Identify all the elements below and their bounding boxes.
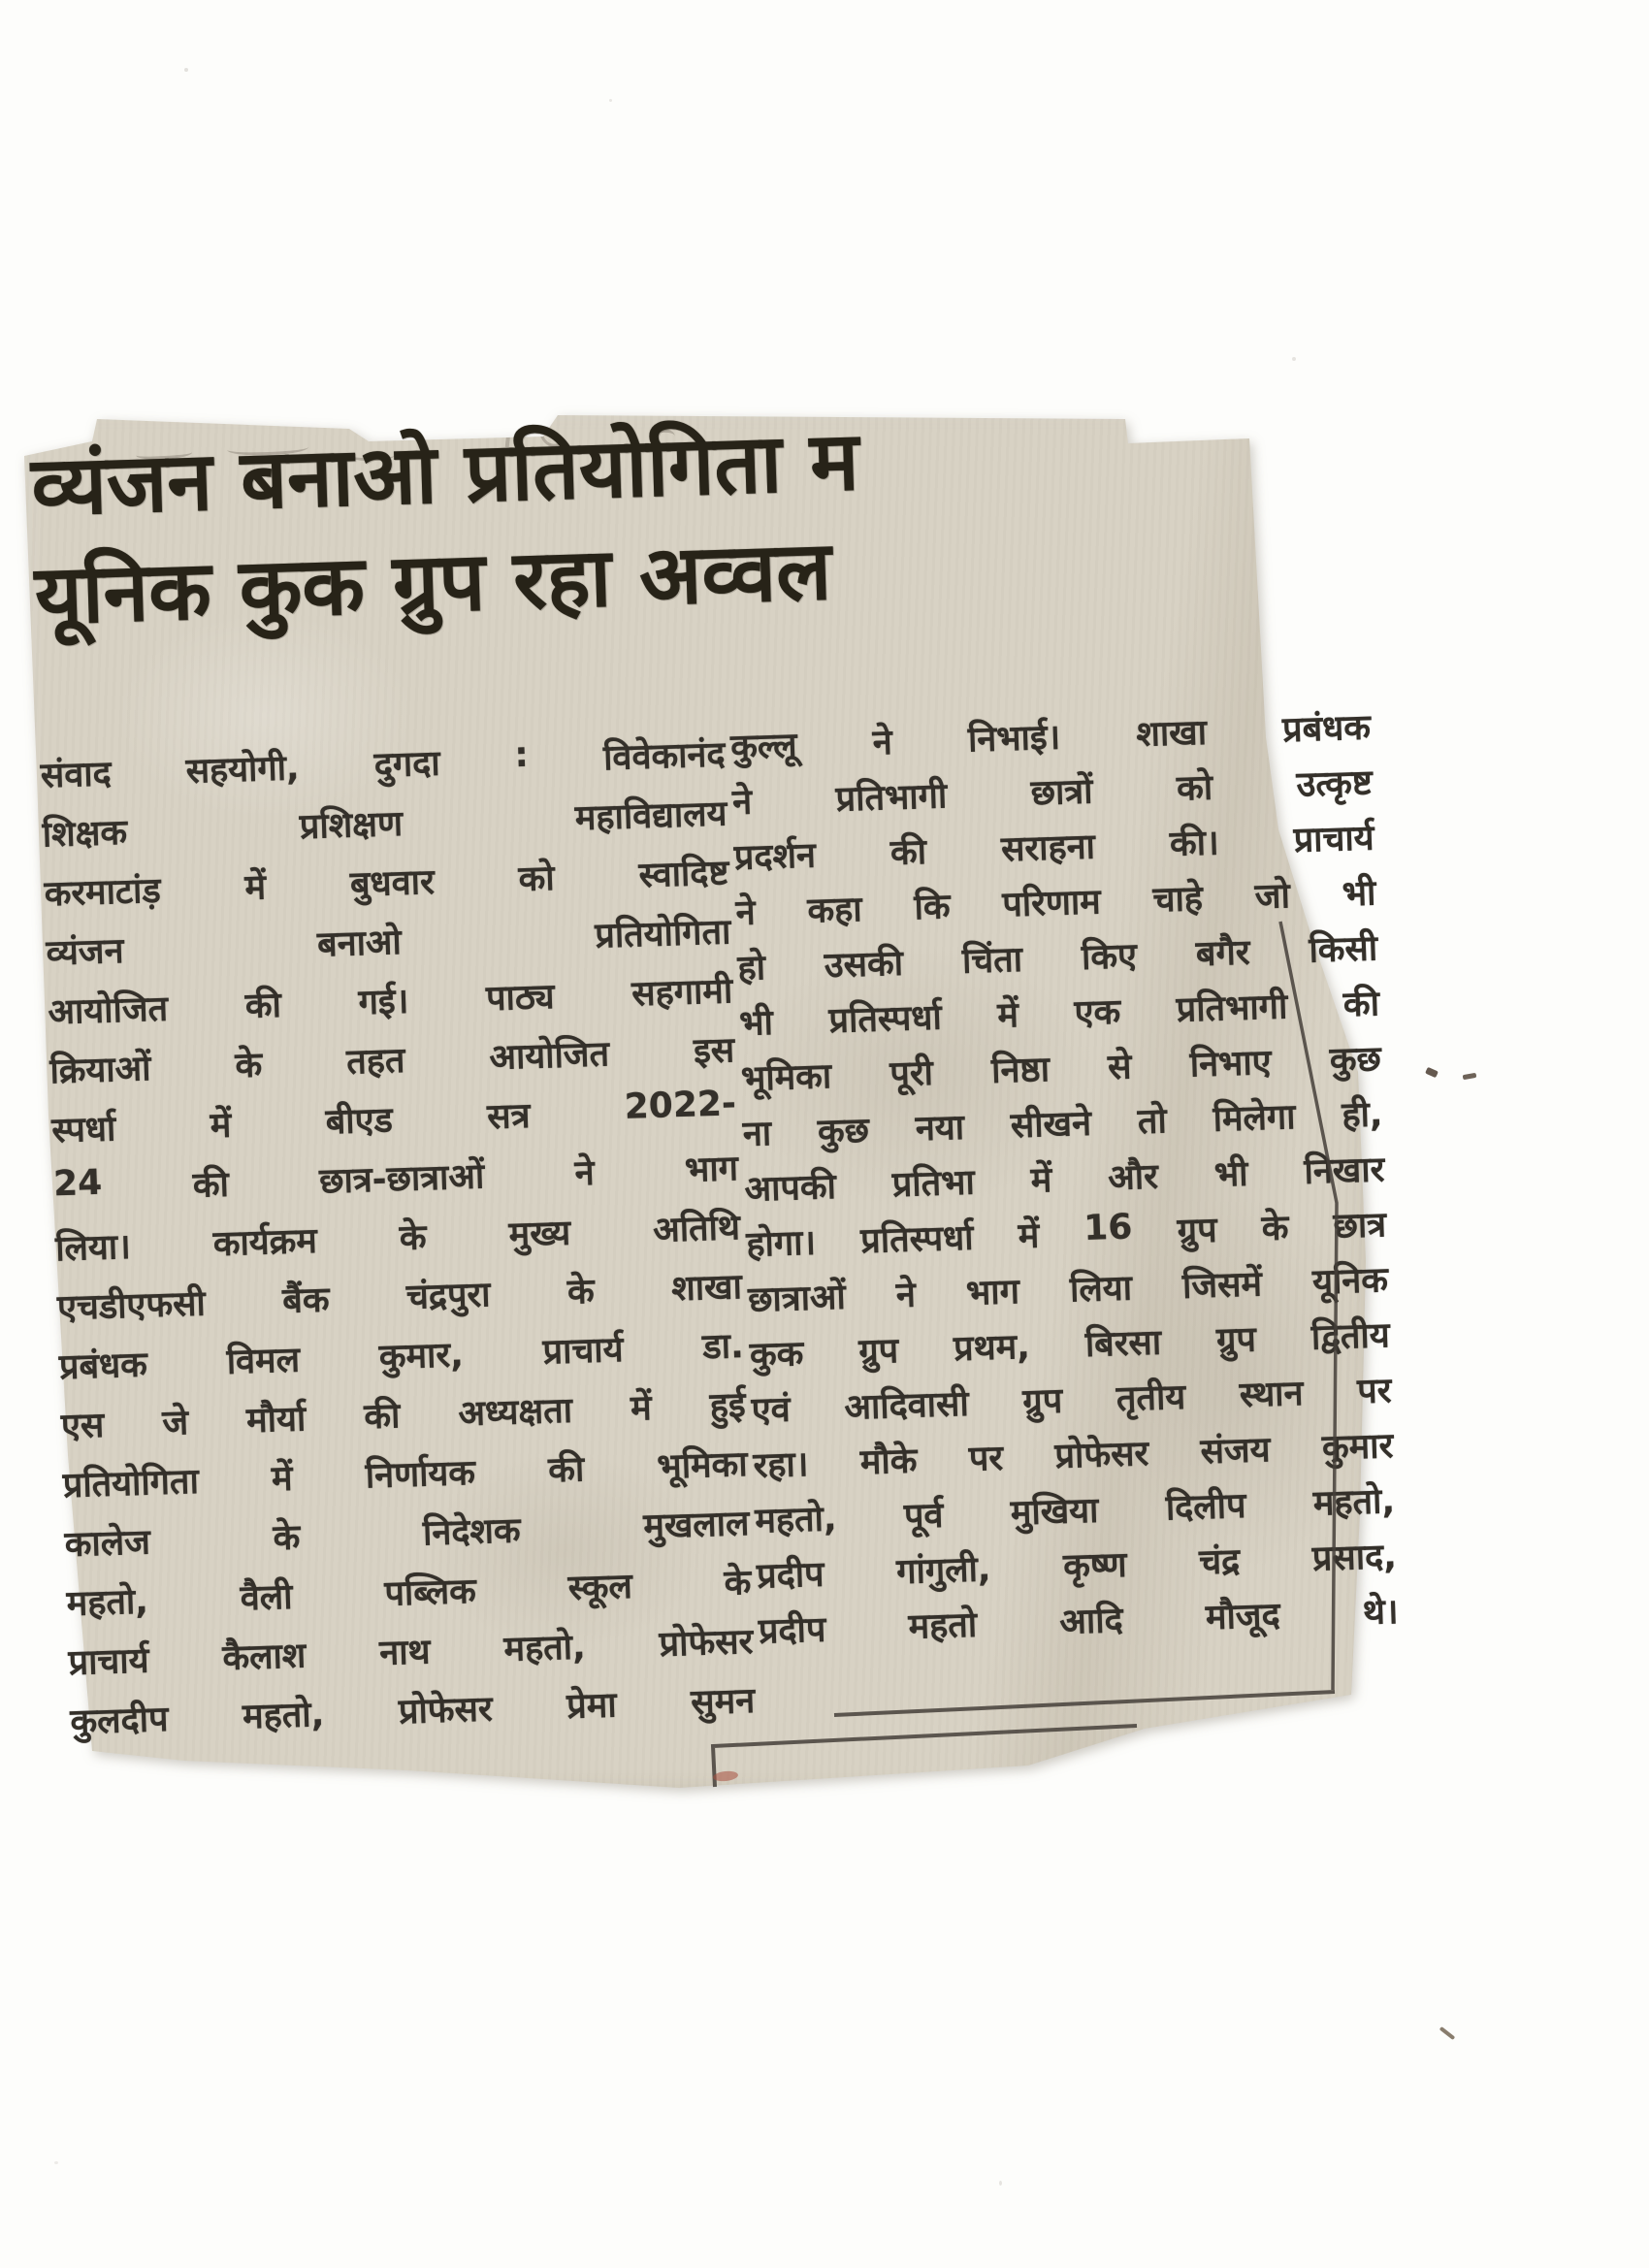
- article-line: एस जे मौर्या की अध्यक्षता में हुई: [60, 1385, 747, 1447]
- headline-line-1: व्यंजन बनाओ प्रतियोगिता म: [29, 412, 860, 535]
- dust-speck: [54, 2161, 58, 2164]
- article-line: स्पर्धा में बीएड सत्र 2022-: [50, 1084, 737, 1151]
- article-line: हो उसकी चिंता किए बगैर किसी: [736, 928, 1378, 989]
- article-line: ने प्रतिभागी छात्रों को उत्कृष्ट: [731, 762, 1374, 824]
- article-line: प्रदीप महतो आदि मौजूद थे।: [758, 1592, 1400, 1652]
- article-line: कालेज के निदेशक मुखलाल: [64, 1504, 751, 1566]
- article-line: शिक्षक प्रशिक्षण महाविद्यालय: [42, 794, 728, 856]
- article-line: भी प्रतिस्पर्धा में एक प्रतिभागी की: [738, 984, 1380, 1045]
- article-content: [21, 367, 1422, 1800]
- article-line: क्रियाओं के तहत आयोजित इस: [48, 1030, 735, 1092]
- article-line: छात्राओं ने भाग लिया जिसमें यूनिक: [747, 1260, 1389, 1320]
- article-line: महतो, पूर्व मुखिया दिलीप महतो,: [754, 1481, 1396, 1541]
- article-line: रहा। मौके पर प्रोफेसर संजय कुमार: [752, 1426, 1394, 1486]
- article-line: आयोजित की गई। पाठ्य सहगामी: [47, 971, 733, 1033]
- dust-speck: [609, 99, 612, 102]
- ink-smudge: [1463, 1073, 1477, 1080]
- dust-speck: [999, 2181, 1002, 2186]
- article-line: व्यंजन बनाओ प्रतियोगिता: [45, 912, 731, 974]
- article-line: संवाद सहयोगी, दुगदा : विवेकानंद: [40, 734, 727, 796]
- article-line: होगा। प्रतिस्पर्धा में 16 ग्रुप के छात्र: [745, 1205, 1387, 1265]
- article-line: ना कुछ नया सीखने तो मिलेगा ही,: [742, 1094, 1384, 1154]
- article-line: कुल्लू ने निभाई। शाखा प्रबंधक: [729, 707, 1372, 768]
- article-line: भूमिका पूरी निष्ठा से निभाए कुछ: [740, 1039, 1382, 1100]
- article-line: प्रदीप गांगुली, कृष्ण चंद्र प्रसाद,: [756, 1537, 1398, 1597]
- article-line: आपकी प्रतिभा में और भी निखार: [743, 1150, 1385, 1210]
- article-column-left: [40, 729, 756, 1756]
- article-line: ने कहा कि परिणाम चाहे जो भी: [735, 873, 1376, 934]
- article-headline: [30, 394, 1277, 650]
- article-line: प्राचार्य कैलाश नाथ महतो, प्रोफेसर: [67, 1621, 754, 1684]
- article-line: प्रतियोगिता में निर्णायक की भूमिका: [62, 1444, 749, 1507]
- dust-speck: [1292, 357, 1296, 361]
- article-line: महतो, वैली पब्लिक स्कूल के: [66, 1562, 752, 1625]
- ink-smudge: [1439, 2026, 1456, 2040]
- article-line: लिया। कार्यक्रम के मुख्य अतिथि: [54, 1208, 741, 1270]
- article-line: एचडीएफसी बैंक चंद्रपुरा के शाखा: [56, 1267, 743, 1329]
- dust-speck: [184, 68, 188, 72]
- article-column-right: [729, 701, 1399, 1661]
- article-line: प्रबंधक विमल कुमार, प्राचार्य डा.: [58, 1326, 745, 1388]
- article-line: करमाटांड़ में बुधवार को स्वादिष्ट: [44, 853, 729, 915]
- newspaper-clipping: [21, 409, 1400, 1801]
- article-line: एवं आदिवासी ग्रुप तृतीय स्थान पर: [751, 1371, 1393, 1431]
- article-line: 24 की छात्र-छात्राओं ने भाग: [52, 1149, 739, 1206]
- article-line: कुलदीप महतो, प्रोफेसर प्रेमा सुमन: [69, 1680, 756, 1743]
- article-line: प्रदर्शन की सराहना की। प्राचार्य: [733, 818, 1375, 879]
- ink-smudge: [1425, 1067, 1439, 1078]
- headline-line-2: यूनिक कुक ग्रुप रहा अव्वल: [33, 522, 833, 643]
- article-line: कुक ग्रुप प्रथम, बिरसा ग्रुप द्वितीय: [749, 1315, 1391, 1376]
